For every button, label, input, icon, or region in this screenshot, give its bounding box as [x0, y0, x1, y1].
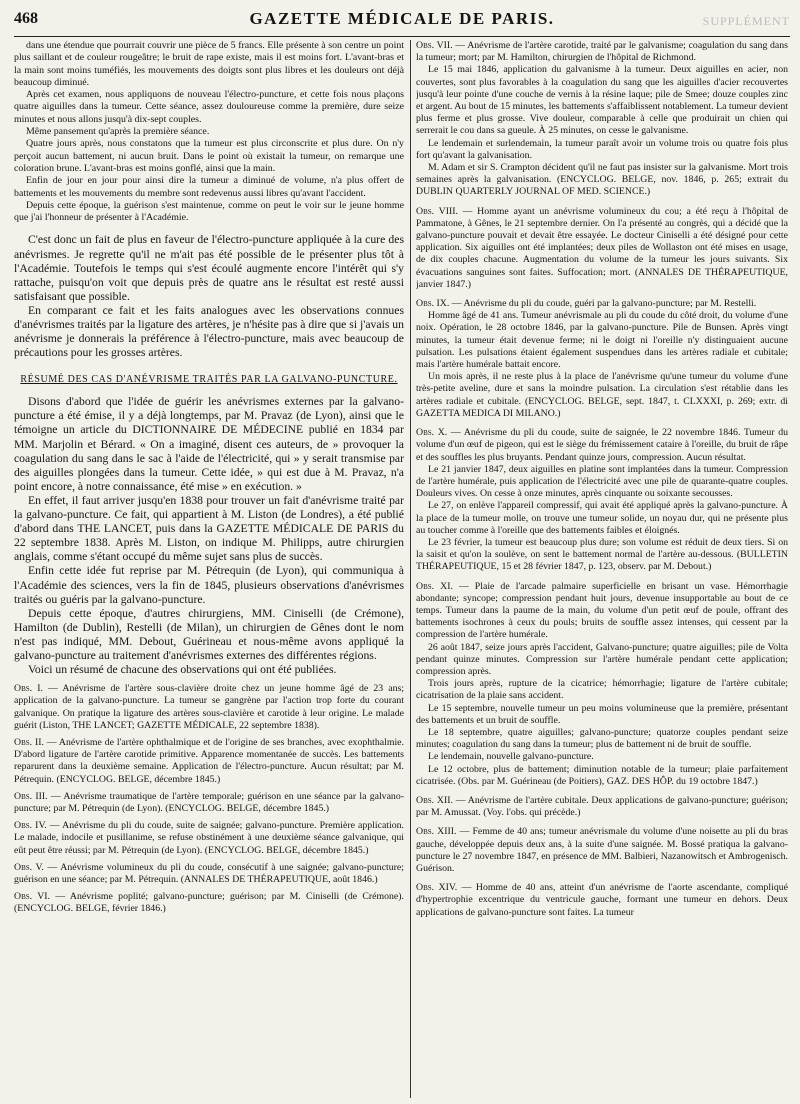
case-entry	[416, 427, 788, 464]
paragraph: Le 15 mai 1846, application du galvanisme à la tumeur. Deux aiguilles en acier, non couvertes, sont plus favorables à la coagulation du sang que les aiguilles d'acier recouvertes jusqu'à leur pointe d'une couche de vernis à la résine laque; pile de Smee; douze couples zinc et argent. Au bout de 15 minutes, les battements s'affaiblissent notablement. La tumeur devient plus ferme et plus grosse. Vive douleur, comparable à celle que produirait un chien qui serrerait le cou dans sa gueule. À 25 minutes, on cesse le galvanisme.	[416, 64, 788, 137]
case-label: Obs. VIII.	[416, 205, 458, 217]
paragraph: M. Adam et sir S. Crampton décident qu'il ne faut pas insister sur la galvanisme. Mort trois semaines après la galvanisation. (ENCYCLOG. BELGE, nov. 1846, p. 265; extrait du DUBLIN QUARTERLY JOURNAL OF MED. SCIENCE.)	[416, 162, 788, 198]
case-label: Obs. XIII.	[416, 826, 457, 838]
case-text: — Anévrisme de l'artère ophthalmique et de l'origine de ses branches, avec exophthalmie. D'abord ligature de l'artère carotide primitive. Apparence momentanée de succès. Les battements reparurent dans la deuxième semaine. Application de l'électro-puncture. Aucun résultat; par M. Pétrequin. (ENCYCLOG. BELGE, décembre 1845.)	[14, 736, 404, 785]
case-entry	[14, 737, 404, 786]
paragraph: Le 12 octobre, plus de battement; diminution notable de la tumeur; plaie parfaitement cicatrisée. (Obs. par M. Guérineau (de Poitiers), GAZ. DES HÔP. du 19 octobre 1847.)	[416, 763, 788, 787]
case-entry	[14, 891, 404, 915]
paragraph: Depuis cette époque, la guérison s'est maintenue, comme on peut le voir sur le jeune homme que j'ai l'honneur de présenter à l'Académie.	[14, 199, 404, 224]
case-label: Obs. XIV.	[416, 882, 458, 894]
paragraph: Disons d'abord que l'idée de guérir les anévrismes externes par la galvano-puncture a été émise, il y a déjà longtemps, par M. Pravaz (de Lyon), ainsi que le témoigne un article du DICTIONNAIRE DE MÉDECINE publié en 1834 par MM. Marjolin et Bérard. « On a imaginé, disent ces auteurs, de » provoquer la coagulation du sang dans le sac à l'aide de l'électricité, qui » y serait transmise par des aiguilles plongées dans la tumeur. Cette idée, » qui est due à M. Pravaz, n'a point encore, à notre connaissance, été mise » en exécution. »	[14, 395, 404, 493]
paragraph: En comparant ce fait et les faits analogues avec les observations connues d'anévrismes traités par la ligature des artères, je n'hésite pas à dire que si j'avais un anévrisme je donnerais la préférence à l'électro-puncture, mais avec beaucoup de précautions pour les grosses artères.	[14, 303, 404, 360]
case-entry	[14, 820, 404, 857]
case-entry	[416, 581, 788, 642]
case-text: — Femme de 40 ans; tumeur anévrismale du volume d'une noisette au pli du bras gauche, développée depuis deux ans, à la suite d'une saignée. M. Bossé pratiqua la galvano-puncture le 27 novembre 1847, en présence de MM. Balbieri, Nazanowitsch et Ambrogenisch. Guérison.	[416, 826, 788, 874]
case-entry	[416, 40, 788, 64]
paragraph: Le 18 septembre, quatre aiguilles; galvano-puncture; quatorze couples pendant seize minutes; coagulation du sang dans la tumeur; plus de battement ni de bruit de souffle.	[416, 726, 788, 751]
paragraph: Voici un résumé de chacune des observations qui ont été publiées.	[28, 663, 337, 677]
case-text: — Anévrisme poplité; galvano-puncture; guérison; par M. Ciniselli (de Crémone). (ENCYCLOG. BELGE, février 1846.)	[14, 891, 404, 915]
opening-paragraphs	[14, 40, 404, 224]
page-header	[14, 6, 790, 37]
paragraph: Homme âgé de 41 ans. Tumeur anévrismale au pli du coude du côté droit, du volume d'une noix. Opération, le 28 octobre 1846, par la galvano-puncture. Pile de Bunsen. Après vingt minutes, la tumeur était devenue ferme; ni le doigt ni l'oreille n'y distinguaient aucune pulsation. Les pulsations étaient également suspendues dans les artères radiale et cubitale; mais l'artère humérale battait encore.	[416, 310, 788, 371]
journal-title: GAZETTE MÉDICALE DE PARIS.	[249, 9, 555, 28]
case-text: — Homme de 40 ans, atteint d'un anévrisme de l'aorte ascendante, compliqué d'hypertrophie excentrique du ventricule gauche, formant une tumeur en dehors. Deux applications de galvano-puncture sont faites. La tumeur	[416, 882, 788, 918]
case-label: Obs. X.	[416, 427, 448, 439]
case-list	[14, 683, 404, 915]
left-column	[14, 40, 404, 1098]
case-label: Obs. V.	[14, 861, 44, 873]
case-entry	[416, 795, 788, 819]
paragraph: Après cet examen, nous appliquons de nouveau l'électro-puncture, et cette fois nous plaçons quatre aiguilles dans la tumeur. Cette séance, assez douloureuse comme la première, dure seize minutes et nous allons jusqu'à dix-sept couples.	[14, 89, 404, 125]
paragraph: Depuis cette époque, d'autres chirurgiens, MM. Ciniselli (de Crémone), Hamilton (de Dublin), Restelli (de Milan), un chirurgien de Gênes dont le nom n'est pas indiqué, MM. Debout, Guérineau et nous-même avons appliqué la galvano-puncture au traitement d'anévrismes externes des différentes régions.	[14, 606, 404, 662]
case-text: — Anévrisme traumatique de l'artère temporale; guérison en une séance par la galvano-puncture; par M. Pétrequin (de Lyon). (ENCYCLOG. BELGE, décembre 1845.)	[14, 790, 404, 814]
case-entry	[14, 791, 404, 815]
page-number: 468	[14, 10, 38, 27]
case-entry	[416, 206, 788, 291]
case-text: — Anévrisme du pli du coude, suite de saignée; galvano-puncture. Première application. Le malade, indocile et pusillanime, se refuse obstinément à une deuxième séance galvanique, qui eût peut être réussi; par M. Pétrequin (de Lyon). (ENCYCLOG. BELGE, décembre 1845.)	[14, 820, 404, 856]
section-heading: RÉSUMÉ DES CAS D'ANÉVRISME TRAITÉS PAR LA GALVANO-PUNCTURE.	[20, 374, 398, 386]
paragraph: 26 août 1847, seize jours après l'accident, Galvano-puncture; quatre aiguilles; pile de Volta pendant quinze minutes. Compression sur l'artère humérale pendant cette application; compression après.	[416, 641, 788, 677]
case-text: — Anévrisme du pli du coude, guéri par la galvano-puncture; par M. Restelli.	[449, 298, 757, 310]
paragraph: Enfin de jour en jour pour ainsi dire la tumeur a diminué de volume, n'a plus offert de battements et les mouvements du membre sont redevenus aussi libres qu'avant l'accident.	[14, 175, 404, 199]
paragraph: Même pansement qu'après la première séance.	[26, 126, 210, 138]
main-paragraphs	[14, 233, 404, 360]
paragraph: dans une étendue que pourrait couvrir une pièce de 5 francs. Elle présente à son centre un point plus saillant et de couleur rougeâtre; le bruit de rape existe, mais il est moins fort. L'avant-bras et la main sont moins tuméfiés, les mouvements des doigts sont plus libres et les douleurs ont déjà beaucoup diminué.	[14, 40, 404, 88]
column-divider	[410, 40, 411, 1098]
bleed-through-text: SUPPLÉMENT	[702, 14, 790, 28]
paragraph: Le 23 février, la tumeur est beaucoup plus dure; son volume est réduit de deux tiers. Si on la saisit et qu'on la soulève, on sent le battement normal de l'artère au-dessous. (BULLETIN THÉRAPEUTIQUE, 15 et 28 février 1847, p. 123, observ. par M. Debout.)	[416, 536, 788, 573]
case-text: — Anévrisme de l'artère cubitale. Deux applications de galvano-puncture; guérison; par M. Amussat. (Voy. l'obs. qui précède.)	[416, 794, 788, 819]
case-label: Obs. III.	[14, 790, 48, 802]
paragraph: Trois jours après, rupture de la cicatrice; hémorrhagie; ligature de l'artère cubitale; cicatrisation de la plaie sans accident.	[416, 678, 788, 702]
case-entry	[416, 826, 788, 875]
right-column	[416, 40, 788, 1098]
case-label: Obs. VI.	[14, 891, 51, 903]
case-text: — Anévrisme de l'artère carotide, traité par le galvanisme; coagulation du sang dans la tumeur; mort; par M. Hamilton, chirurgien de l'hôpital de Richmond.	[416, 40, 788, 64]
case-label: Obs. XI.	[416, 580, 453, 592]
case-label: Obs. VII.	[416, 40, 453, 51]
case-label: Obs. XII.	[416, 794, 453, 806]
case-label: Obs. I.	[14, 683, 43, 695]
case-label: Obs. IV.	[14, 820, 47, 832]
case-text: — Homme ayant un anévrisme volumineux du cou; a été reçu à l'hôpital de Pammatone, à Gênes, le 21 septembre dernier. On l'a présenté au congrès, qui a décidé que la galvano-puncture pouvait et devait être essayée. Le docteur Ciniselli a été désigné pour cette application. Six aiguilles ont été implantées; deux piles de Wollaston ont été mises en usage, de dix couples chacune. Augmentation du volume de la tumeur les jours suivants. Six évacuations sanguines sont faites. Suffocation; mort. (ANNALES DE THÉRAPEUTIQUE, janvier 1847.)	[416, 205, 788, 290]
paragraph: Quatre jours après, nous constatons que la tumeur est plus circonscrite et plus dure. On n'y perçoit aucun battement, ni aucun bruit. Dans le point où existait la tumeur, on remarque une coloration brune. L'avant-bras est moins gonflé, ainsi que la main.	[14, 138, 404, 174]
case-text: — Plaie de l'arcade palmaire superficielle en brisant un vase. Hémorrhagie abondante; syncope; compression pendant huit jours, devenue insupportable au bout de ce temps. Tumeur dans la paume de la main, du volume d'un petit œuf de poule, offrant des battements isochrones à ceux du pouls; bruits de souffle assez intenses, qui cessent par la compression de l'artère humérale.	[416, 580, 788, 641]
paragraph: C'est donc un fait de plus en faveur de l'électro-puncture appliquée à la cure des anévrismes. Je regrette qu'il ne m'ait pas été possible de le présenter plus tôt à l'Académie. Toutefois le temps qui s'est écoulé augmente encore l'intérêt qui s'y rattache, puisqu'on voit que depuis près de quatre ans le résultat est resté aussi satisfaisant que possible.	[14, 233, 404, 303]
case-text: — Anévrisme de l'artère sous-clavière droite chez un jeune homme âgé de 23 ans; application de la galvano-puncture. La tumeur se gangrène par l'action trop forte du courant galvanique. On pratique la ligature des artères sous-clavière et carotide à leur origine. Le malade guérit (Liston, THE LANCET; GAZETTE MÉDICALE, 22 septembre 1838).	[14, 683, 404, 731]
paragraph: Le lendemain et surlendemain, la tumeur paraît avoir un volume trois ou quatre fois plus fort qu'avant la galvanisation.	[416, 137, 788, 161]
paragraph: Enfin cette idée fut reprise par M. Pétrequin (de Lyon), qui communiqua à l'Académie des sciences, vers la fin de 1845, plusieurs observations d'anévrismes traités ou guéris par la galvano-puncture.	[14, 564, 404, 606]
paragraph: Le lendemain, nouvelle galvano-puncture.	[428, 751, 594, 763]
case-entry	[14, 683, 404, 732]
case-text: — Anévrisme volumineux du pli du coude, consécutif à une saignée; galvano-puncture; guérison en une séance; par M. Pétrequin. (ANNALES DE THÉRAPEUTIQUE, août 1846.)	[14, 861, 404, 886]
paragraph: Le 21 janvier 1847, deux aiguilles en platine sont implantées dans la tumeur. Compression de l'artère humérale, puis application de l'électricité avec une pile de quarante-quatre couples. Douleurs vives. On cesse à onze minutes, après cinquante ou soixante secousses.	[416, 463, 788, 500]
case-entry	[14, 862, 404, 886]
case-label: Obs. IX.	[416, 298, 450, 310]
resume-paragraphs	[14, 395, 404, 677]
paragraph: Le 27, on enlève l'appareil compressif, qui avait été appliqué après la galvano-puncture. À la place de la tumeur molle, on trouve une tumeur solide, un noyau dur, qui ne présente plus au toucher comme à l'oreille que des battements faibles et éloignés.	[416, 500, 788, 536]
paragraph: En effet, il faut arriver jusqu'en 1838 pour trouver un fait d'anévrisme traité par la galvano-puncture. Ce fait, qui appartient à M. Liston (de Londres), a été publié d'abord dans THE LANCET, puis dans la GAZETTE MÉDICALE DE PARIS du 22 septembre 1838. Après M. Liston, on indique M. Philipps, autre chirurgien anglais, comme s'étant occupé du même sujet sans plus de succès.	[14, 493, 404, 564]
paragraph: Un mois après, il ne reste plus à la place de l'anévrisme qu'une tumeur du volume d'une très-petite aveline, dure et sans la moindre pulsation. La circulation s'est rétablie dans les artères radiale et cubitale. (ENCYCLOG. BELGE, sept. 1847, t. CLXXXI, p. 269; extr. di GAZETTA MEDICA DI MILANO.)	[416, 371, 788, 419]
case-entry	[416, 882, 788, 919]
case-entry	[416, 298, 788, 310]
paragraph: Le 15 septembre, nouvelle tumeur un peu moins volumineuse que la première, présentant des battements et un bruit de souffle.	[416, 702, 788, 726]
case-label: Obs. II.	[14, 736, 44, 748]
case-text: — Anévrisme du pli du coude, suite de saignée, le 22 novembre 1846. Tumeur du volume d'un œuf de pigeon, qui est le siège du frémissement cataire à l'oreille, du bruit de râpe et des souffles les plus bruyants. Pendant quinze jours, compression. Aucun résultat.	[416, 427, 788, 463]
